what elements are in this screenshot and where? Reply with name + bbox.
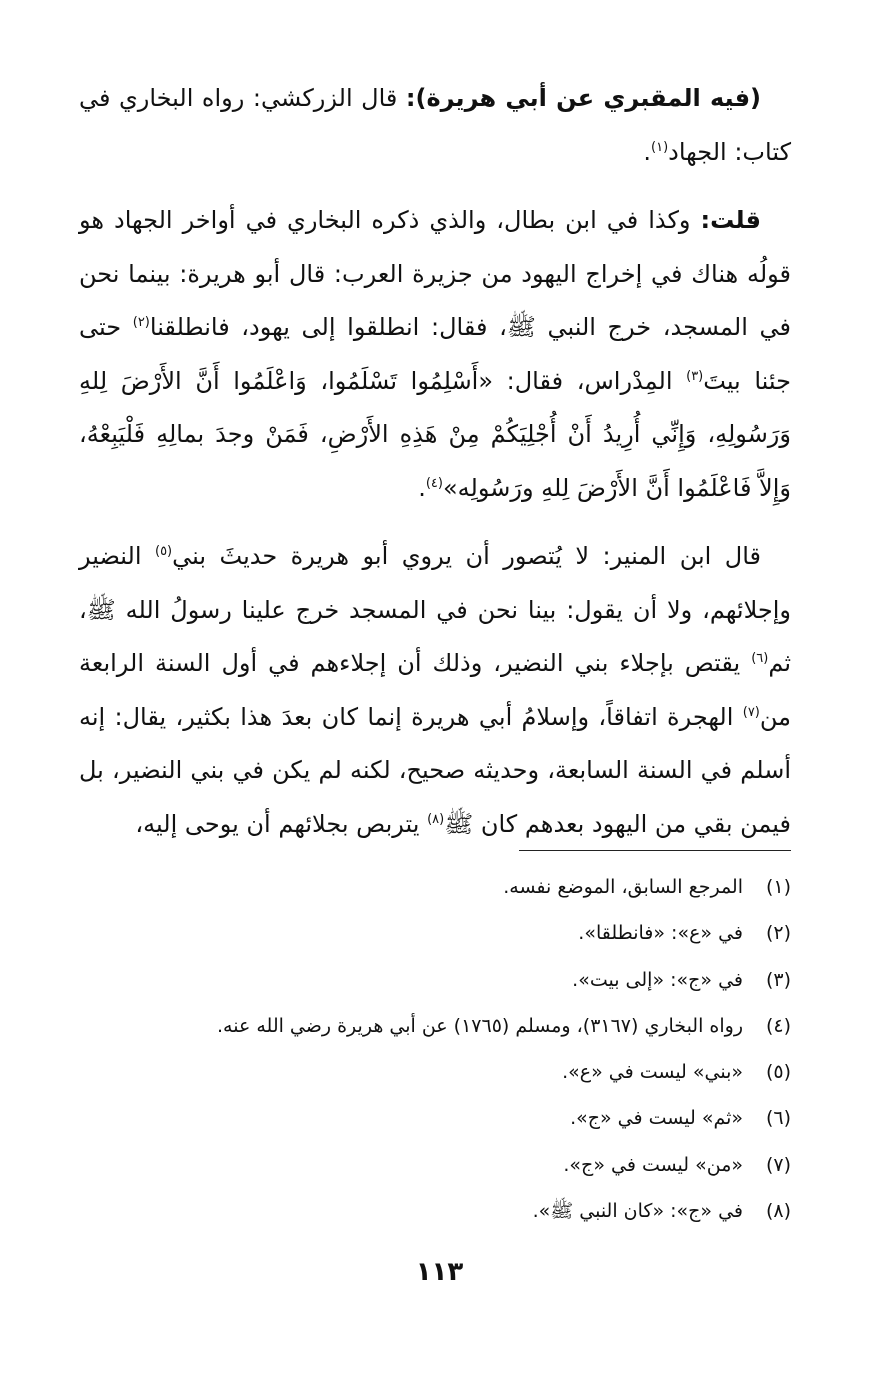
- footnote-number: (٧): [765, 1153, 791, 1176]
- paragraph-text: .: [643, 137, 652, 166]
- footnote-text: «ثم» ليست في «ج».: [570, 1107, 743, 1130]
- footnote-marker: (٢): [132, 315, 150, 330]
- footnote-item: [79, 1188, 791, 1234]
- footnote-marker: (٤): [425, 475, 443, 491]
- paragraph-text: قال الزركشي: رواه البخاري في كتاب: الجهاد: [79, 84, 791, 166]
- footnote-text: في «ج»: «إلى بيت».: [572, 968, 743, 991]
- footnote-text: «من» ليست في «ج».: [563, 1153, 743, 1176]
- footnote-item: [79, 1049, 791, 1095]
- footnote-number: (٥): [765, 1061, 791, 1084]
- footnote-marker: (٧): [742, 704, 760, 720]
- footnote-separator: [519, 850, 791, 851]
- paragraph-text: حتى جئنا بيتَ: [79, 313, 791, 395]
- footnote-text: في «ع»: «فانطلقا».: [578, 922, 743, 945]
- paragraph-text: المِدْراس، فقال: «أَسْلِمُوا تَسْلَمُوا، وَاعْلَمُوا أَنَّ الأَرْضَ لِلهِ وَرَسُولِهِ، وَإِنِّي أُرِيدُ أَنْ أُجْلِيَكُمْ مِنْ هَذِهِ الأَرْضِ، فَمَنْ وجدَ بمالِهِ فَلْيَبِعْهُ، وَإِلاَّ فَاعْلَمُوا أَنَّ الأَرْضَ لِلهِ ورَسُولِه»: [79, 366, 791, 502]
- footnote-item: [79, 957, 791, 1003]
- footnote-number: (٤): [765, 1014, 791, 1037]
- footnote-item: [79, 1003, 791, 1049]
- footnote-marker: (٣): [686, 368, 704, 384]
- footnote-number: (٦): [765, 1107, 791, 1130]
- footnote-item: [79, 1142, 791, 1188]
- paragraph-text: قال ابن المنير: لا يُتصور أن يروي أبو هريرة حديثَ بني: [172, 542, 761, 570]
- paragraph-3: [79, 530, 791, 851]
- footnote-marker: (٦): [751, 651, 769, 666]
- footnote-item: [79, 1095, 791, 1141]
- heading-phrase: قلت:: [700, 206, 761, 234]
- footnotes-list: [79, 864, 791, 1234]
- footnote-text: رواه البخاري (٣١٦٧)، ومسلم (١٧٦٥) عن أبي هريرة رضي الله عنه.: [217, 1014, 743, 1037]
- paragraph-text: النضير وإجلائهم، ولا أن يقول: بينا نحن في المسجد خرج علينا رسولُ الله ﷺ، ثم: [79, 542, 791, 677]
- paragraph-1: [79, 72, 791, 179]
- footnote-text: في «ج»: «كان النبي ﷺ».: [532, 1200, 743, 1223]
- paragraph-text: وكذا في ابن بطال، والذي ذكره البخاري في أواخر الجهاد هو قولُه هناك في إخراج اليهود من جزيرة العرب: قال أبو هريرة: بينما نحن في المسجد، خرج النبي ﷺ، فقال: انطلقوا إلى يهود، فانطلقنا: [79, 206, 791, 341]
- footnote-marker: (٨): [427, 811, 445, 827]
- heading-phrase: (فيه المقبري عن أبي هريرة):: [405, 84, 762, 112]
- paragraph-text: .: [418, 473, 426, 502]
- footnote-number: (١): [765, 876, 791, 898]
- footnote-number: (٣): [765, 968, 791, 991]
- paragraph-text: يتربص بجلائهم أن يوحى إليه،: [135, 809, 428, 838]
- footnote-number: (٢): [765, 922, 791, 945]
- footnote-text: المرجع السابق، الموضع نفسه.: [503, 876, 743, 898]
- footnote-marker: (٥): [154, 544, 173, 559]
- paragraph-text: الهجرة اتفاقاً، وإسلامُ أبي هريرة إنما كان بعدَ هذا بكثير، يقال: إنه أسلم في السنة السابعة، وحديثه صحيح، لكنه لم يكن في بني النضير، بل فيمن بقي من اليهود بعدهم كان ﷺ: [79, 702, 791, 838]
- footnote-text: «بني» ليست في «ع».: [562, 1061, 743, 1084]
- footnote-marker: (١): [651, 139, 669, 155]
- paragraph-text: يقتص بإجلاء بني النضير، وذلك أن إجلاءهم في أول السنة الرابعة من: [79, 649, 791, 731]
- main-text: [79, 72, 791, 851]
- footnote-number: (٨): [765, 1200, 791, 1223]
- page-number: ١١٣: [415, 1257, 464, 1287]
- paragraph-2: [79, 194, 791, 515]
- footnote-item: [79, 864, 791, 910]
- footnote-item: [79, 910, 791, 956]
